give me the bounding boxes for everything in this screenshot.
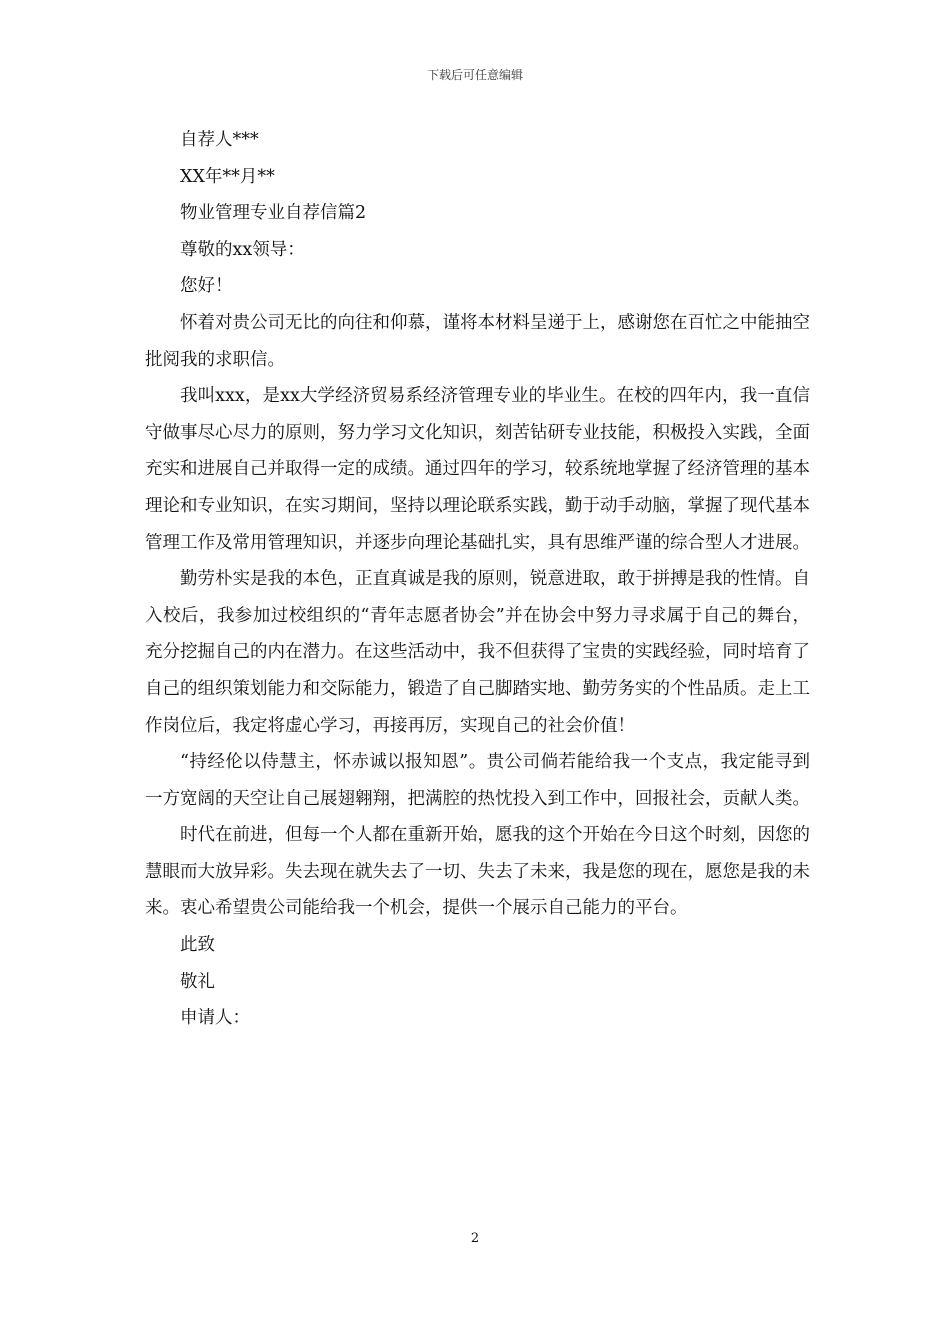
paragraph-conclusion: 时代在前进，但每一个人都在重新开始，愿我的这个开始在今日这个时刻，因您的慧眼而大放异彩。失去现在就失去了一切、失去了未来，我是您的现在，愿您是我的未来。衷心希望贵公司能给我一个机会，提供一个展示自己能力的平台。: [145, 825, 810, 919]
page-number: 2: [470, 1231, 480, 1246]
paragraph-quote: “持经伦以侍慧主，怀赤诚以报知恩”。贵公司倘若能给我一个支点，我定能寻到一方宽阔的天空让自己展翅翱翔，把满腔的热忱投入到工作中，回报社会，贡献人类。: [145, 752, 810, 809]
paragraph-intro: 怀着对贵公司无比的向往和仰慕，谨将本材料呈递于上，感谢您在百忙之中能抽空批阅我的求职信。: [145, 312, 810, 370]
greeting: 您好！: [180, 276, 233, 297]
applicant-line: 申请人：: [180, 1008, 250, 1029]
recommender-line: 自荐人***: [180, 130, 259, 150]
paragraph-background: 我叫xxx，是xx大学经济贸易系经济管理专业的毕业生。在校的四年内，我一直信守做事尽心尽力的原则，努力学习文化知识，刻苦钻研专业技能，积极投入实践，全面充实和进展自己并取得一定的成绩。通过四年的学习，较系统地掌握了经济管理的基本理论和专业知识，在实习期间，坚持以理论联系实践，勤于动手动脑，掌握了现代基本管理工作及常用管理知识，并逐步向理论基础扎实，具有思维严谨的综合型人才进展。: [145, 386, 810, 553]
salutation: 尊敬的xx领导：: [180, 239, 305, 260]
paragraph-character: 勤劳朴实是我的本色，正直真诚是我的原则，锐意进取，敢于拼搏是我的性情。自入校后，我参加过校组织的“青年志愿者协会”并在协会中努力寻求属于自己的舞台，充分挖掘自己的内在潜力。在这些活动中，我不但获得了宝贵的实践经验，同时培育了自己的组织策划能力和交际能力，锻造了自己脚踏实地、勤劳务实的个性品质。走上工作岗位后，我定将虚心学习，再接再厉，实现自己的社会价值！: [145, 569, 810, 736]
closing-salute: 敬礼: [180, 971, 215, 992]
date-line: XX年**月**: [180, 166, 275, 187]
closing-regards: 此致: [180, 935, 215, 956]
letter-title: 物业管理专业自荐信篇2: [180, 203, 367, 224]
page-header: 下载后可任意编辑: [426, 68, 523, 82]
letter-body: [145, 122, 810, 1037]
